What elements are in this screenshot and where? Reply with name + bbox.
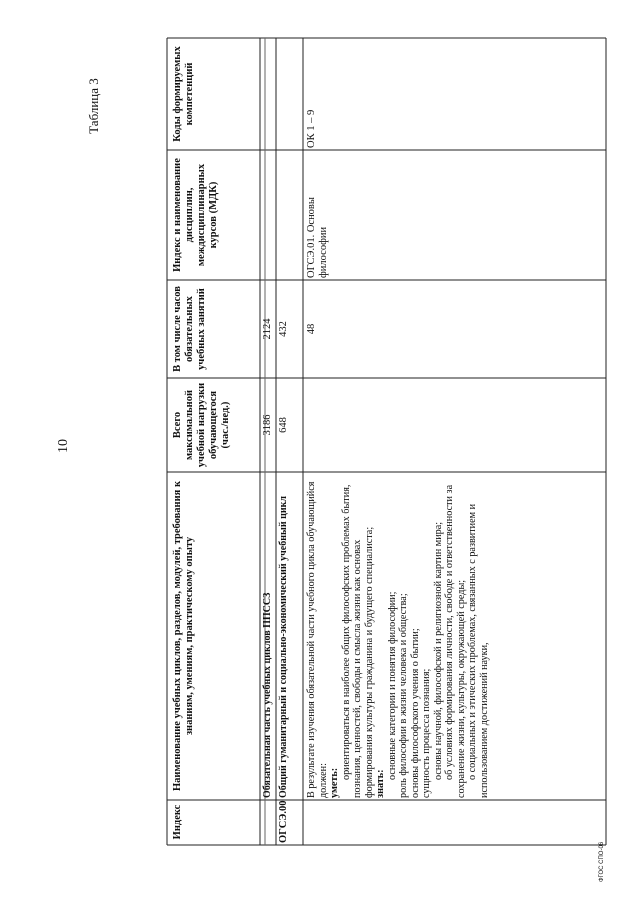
header-competencies: Коды формируемых компетенций bbox=[172, 46, 195, 142]
header-discipline: Индекс и наименование дисциплин, междисциплинарных курсов (МДК) bbox=[172, 158, 219, 272]
row-ogse01-competencies: ОК 1 – 9 bbox=[306, 109, 317, 148]
ogse01-znat-1: основные категории и понятия философии; bbox=[386, 591, 398, 780]
row-mandatory-max: 3186 bbox=[262, 414, 273, 436]
ogse01-intro: В результате изучения обязательной части учебного цикла обучающийся должен: bbox=[306, 481, 329, 798]
row-ogse-max: 648 bbox=[278, 417, 289, 433]
table-label: Таблица 3 bbox=[86, 78, 101, 134]
header-max-load: Всего максимальной учебной нагрузки обучающегося (час./нед.) bbox=[172, 382, 231, 468]
row-ogse-hours: 432 bbox=[278, 321, 289, 337]
ogse01-znat-5: основы научной, философской и религиозной картин мира; bbox=[432, 521, 444, 780]
ogse01-znat-6: об условиях формирования личности, свободе и ответственности за сохранение жизни, культуры, окружающей среды; bbox=[444, 484, 467, 798]
ogse01-umet-label: уметь: bbox=[329, 767, 340, 798]
row-ogse01-discipline: ОГСЭ.01. Основы философии bbox=[306, 197, 329, 278]
ogse01-umet-text: ориентироваться в наиболее общих философских проблемах бытия, познания, ценностей, свободы и смысла жизни как основах формирования культуры гражданина и будущего специалиста; bbox=[340, 484, 375, 798]
ogse01-znat-3: основы философского учения о бытии; bbox=[409, 628, 421, 798]
header-mandatory: В том числе часов обязательных учебных занятий bbox=[172, 286, 207, 372]
header-index: Индекс bbox=[172, 804, 183, 840]
ogse01-znat-4: сущность процесса познания; bbox=[421, 668, 432, 798]
ogse01-znat-7: о социальных и этических проблемах, связанных с развитием и использованием достижений науки, bbox=[467, 503, 490, 798]
page-number: 10 bbox=[56, 439, 71, 453]
row-ogse-index: ОГСЭ.00 bbox=[278, 800, 289, 843]
row-ogse-label: Общий гуманитарный и социально-экономический учебный цикл bbox=[278, 496, 289, 798]
ogse01-znat-label: знать: bbox=[375, 769, 386, 798]
row-mandatory-label: Обязательная часть учебных циклов ППССЗ bbox=[262, 592, 273, 798]
row-ogse01-content bbox=[306, 474, 602, 798]
footer-code: ФГОС СПО-06 bbox=[599, 841, 605, 882]
header-name: Наименование учебных циклов, разделов, модулей, требования к знаниям, умениям, практическому опыту bbox=[172, 480, 195, 792]
row-ogse01-hours: 48 bbox=[306, 323, 317, 335]
ogse01-znat-2: роль философии в жизни человека и общества; bbox=[398, 593, 409, 798]
row-mandatory-hours: 2124 bbox=[262, 318, 273, 340]
